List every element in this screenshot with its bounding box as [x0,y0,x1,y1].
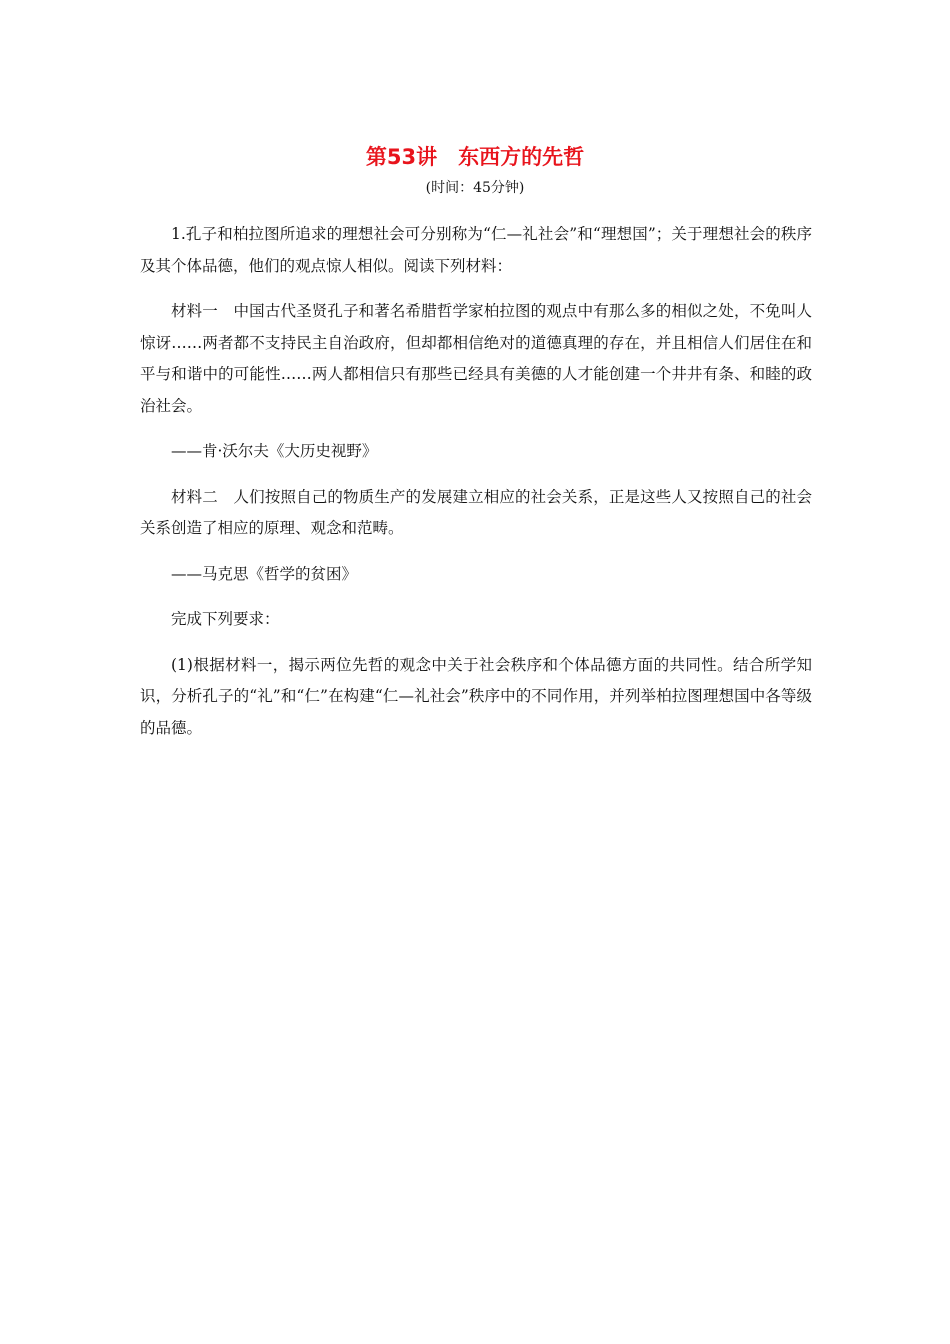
page-title: 第53讲 东西方的先哲 [365,145,585,169]
material-two: 材料二 人们按照自己的物质生产的发展建立相应的社会关系，正是这些人又按照自己的社会关系创造了相应的原理、观念和范畴。 [140,487,812,537]
material-one: 材料一 中国古代圣贤孔子和著名希腊哲学家柏拉图的观点中有那么多的相似之处，不免叫人惊讶……两者都不支持民主自治政府，但却都相信绝对的道德真理的存在，并且相信人们居住在和平与和谐中的可能性……两人都相信只有那些已经具有美德的人才能创建一个井井有条、和睦的政治社会。 [140,302,812,415]
time-limit: (时间：45分钟) [425,180,525,196]
instruction: 完成下列要求： [171,610,280,628]
question-body [140,219,812,744]
sub-question-1: (1)根据材料一，揭示两位先哲的观念中关于社会秩序和个体品德方面的共同性。结合所学知识，分析孔子的“礼”和“仁”在构建“仁—礼社会”秩序中的不同作用，并列举柏拉图理想国中各等级的品德。 [140,655,812,737]
material-two-source: ——马克思《哲学的贫困》 [171,564,358,583]
material-one-source: ——肯·沃尔夫《大历史视野》 [171,442,378,460]
question-intro: 1.孔子和柏拉图所追求的理想社会可分别称为“仁—礼社会”和“理想国”；关于理想社会的秩序及其个体品德，他们的观点惊人相似。阅读下列材料： [140,225,812,275]
